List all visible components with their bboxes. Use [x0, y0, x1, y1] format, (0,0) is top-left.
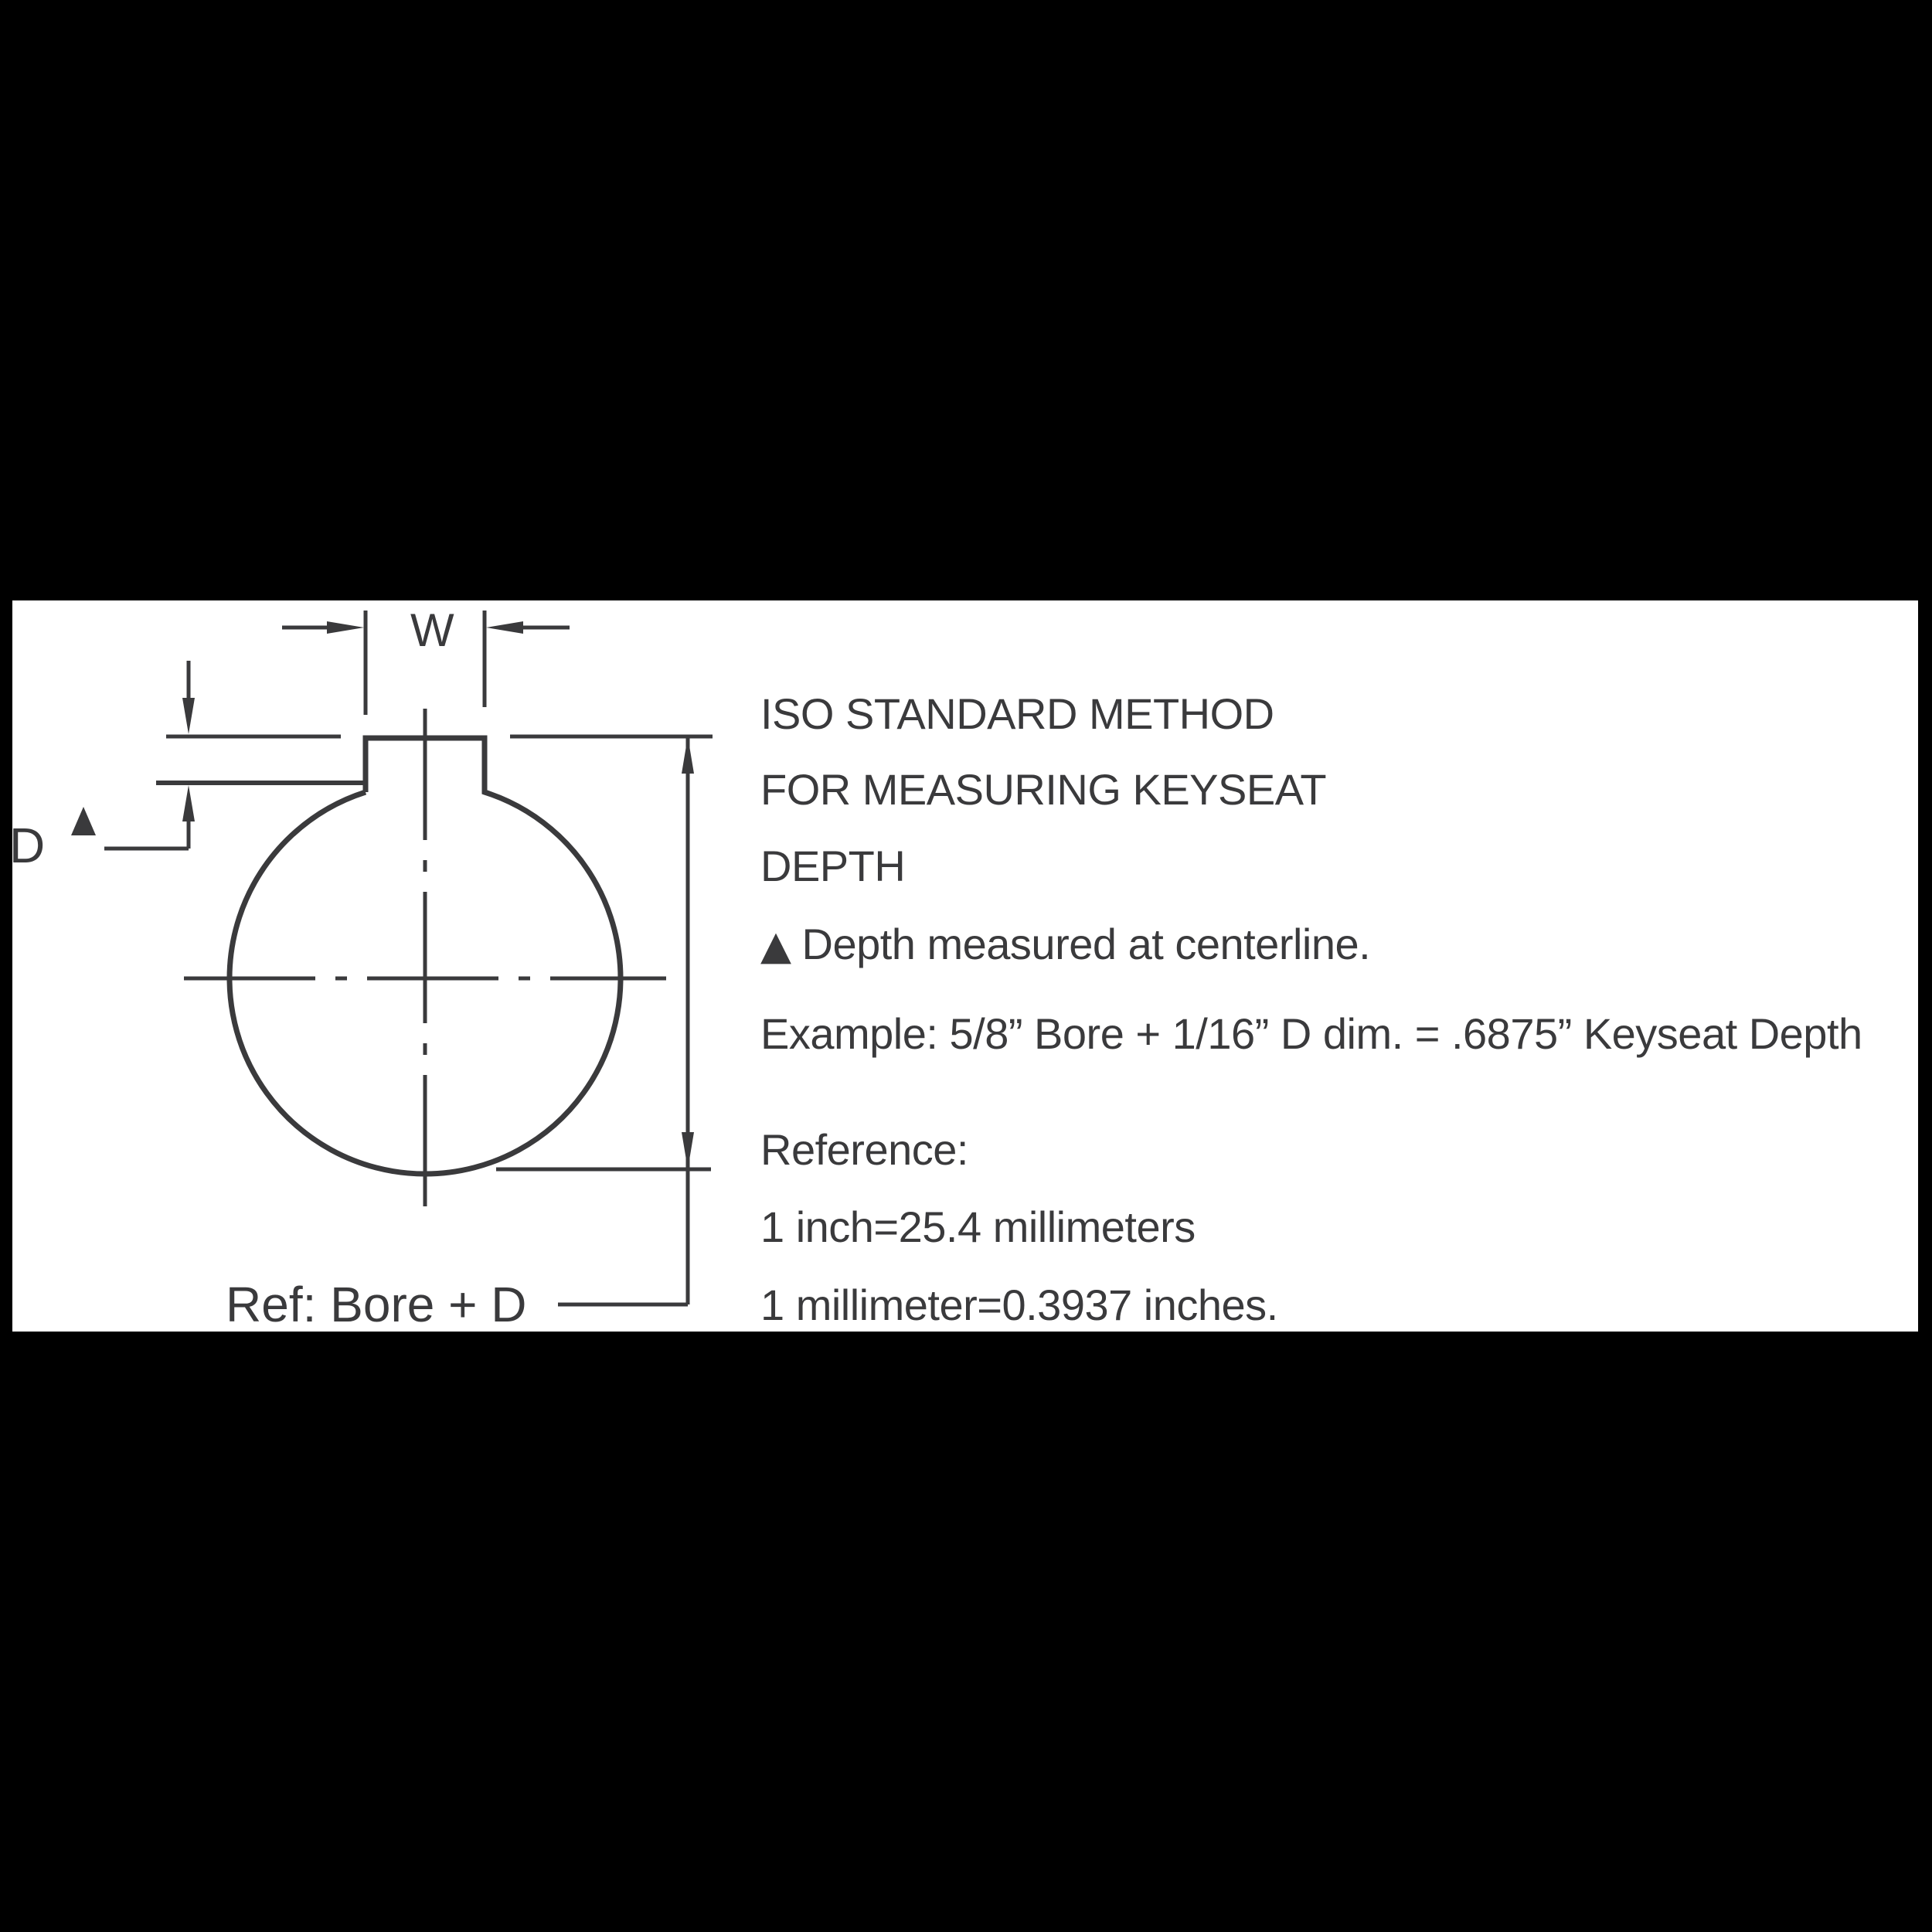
width-arrowhead-left	[327, 621, 364, 634]
depth-note-text: Depth measured at centerline.	[801, 920, 1371, 968]
width-arrowhead-right	[486, 621, 523, 634]
keyseat-width-label: W	[410, 604, 454, 656]
notes-title-line-1: ISO STANDARD METHOD	[760, 689, 1274, 738]
notes-title-line-3: DEPTH	[760, 842, 906, 890]
bore-dimension-arrowhead-bottom	[682, 1132, 694, 1169]
notes-title-line-2: FOR MEASURING KEYSEAT	[760, 765, 1327, 814]
triangle-marker-icon: ▲	[760, 923, 791, 969]
depth-arrowhead-down	[182, 698, 195, 734]
reference-heading: Reference:	[760, 1125, 968, 1174]
depth-arrowhead-up	[182, 785, 195, 821]
bore-reference-label: Ref: Bore + D	[226, 1277, 527, 1332]
depth-note-line	[760, 920, 1371, 969]
reference-line-inch: 1 inch=25.4 millimeters	[760, 1202, 1196, 1251]
bore-dimension-arrowhead-top	[682, 736, 694, 774]
reference-line-mm: 1 millimeter=0.3937 inches.	[760, 1281, 1278, 1329]
keyseat-depth-label: D	[9, 818, 46, 873]
example-line: Example: 5/8” Bore + 1/16” D dim. = .6875” Keyseat Depth	[760, 1009, 1862, 1058]
depth-note-triangle-marker	[71, 807, 96, 835]
